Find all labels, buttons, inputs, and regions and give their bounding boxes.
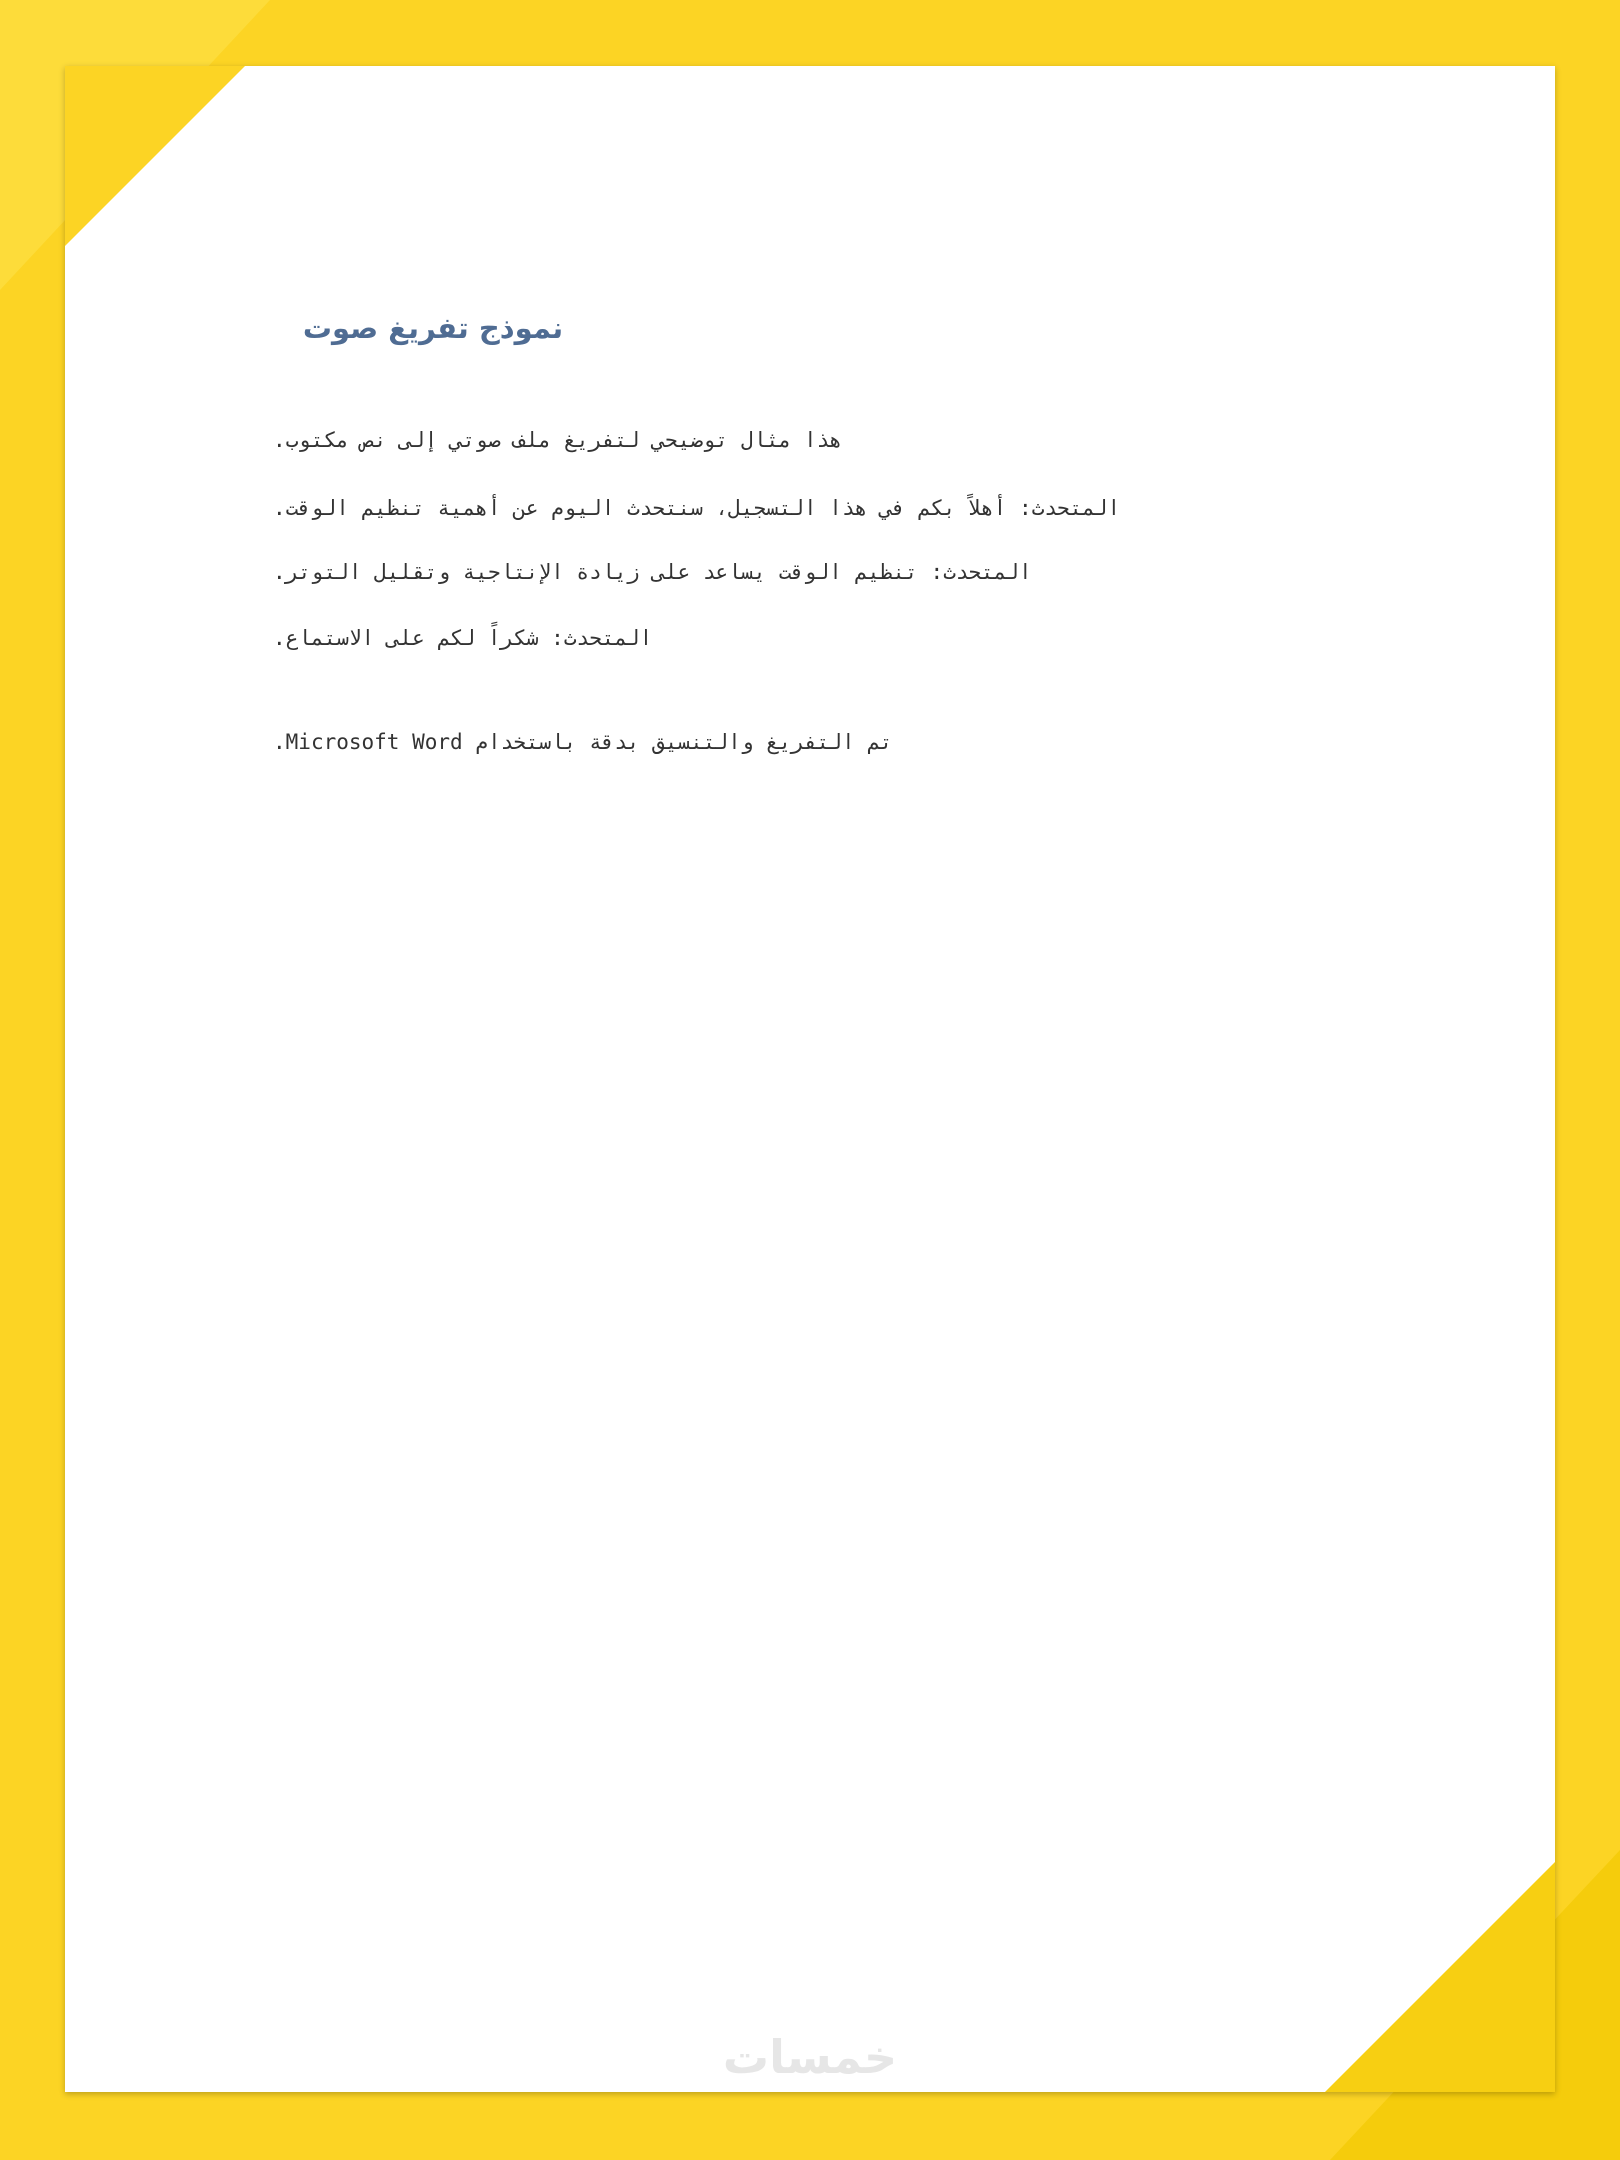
paragraph-speaker-2: المتحدث: تنظيم الوقت يساعد على زيادة الإنتاجية وتقليل التوتر. [273, 560, 1032, 584]
paragraph-intro: هذا مثال توضيحي لتفريغ ملف صوتي إلى نص مكتوب. [273, 428, 842, 452]
page-fold-top-left [65, 66, 245, 246]
watermark-logo: خمسات [722, 2030, 898, 2084]
paragraph-speaker-1: المتحدث: أهلاً بكم في هذا التسجيل، سنتحدث اليوم عن أهمية تنظيم الوقت. [273, 496, 1121, 520]
document-page [65, 66, 1555, 2092]
document-title: نموذج تفريغ صوت [302, 311, 564, 345]
paragraph-closing: تم التفريغ والتنسيق بدقة باستخدام Microsoft Word. [273, 730, 893, 754]
paragraph-speaker-3: المتحدث: شكراً لكم على الاستماع. [273, 626, 653, 650]
